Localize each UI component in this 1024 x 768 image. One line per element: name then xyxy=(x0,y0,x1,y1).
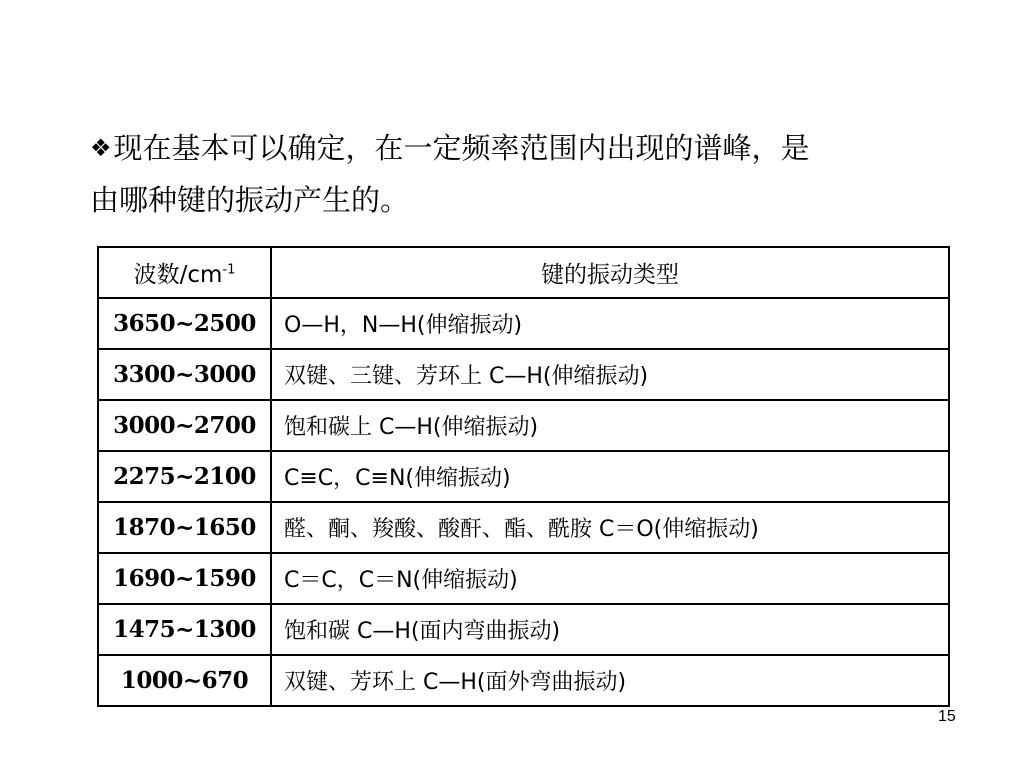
page-number: 15 xyxy=(938,708,956,725)
wavenumber-cell: 1690~1590 xyxy=(98,553,271,604)
table-header-row xyxy=(98,247,949,298)
intro-line-2: 由哪种键的振动产生的。 xyxy=(90,183,410,217)
bond-type-cell: 饱和碳 C—H(面内弯曲振动) xyxy=(271,604,949,655)
wavenumber-cell: 1870~1650 xyxy=(98,502,271,553)
intro-line-1: 现在基本可以确定，在一定频率范围内出现的谱峰，是 xyxy=(113,131,810,165)
table-row xyxy=(98,502,949,553)
header-wavenumber-superscript: -1 xyxy=(222,262,236,278)
bond-type-cell: 双键、芳环上 C—H(面外弯曲振动) xyxy=(271,655,949,706)
wavenumber-cell: 3650~2500 xyxy=(98,298,271,349)
wavenumber-cell: 1000~670 xyxy=(98,655,271,706)
bond-type-cell: 饱和碳上 C—H(伸缩振动) xyxy=(271,400,949,451)
bond-type-cell: 双键、三键、芳环上 C—H(伸缩振动) xyxy=(271,349,949,400)
table-row xyxy=(98,604,949,655)
table-row xyxy=(98,349,949,400)
table-row xyxy=(98,553,949,604)
table-row xyxy=(98,655,949,706)
diamond-bullet-icon: ❖ xyxy=(90,134,112,162)
bond-type-cell: O—H，N—H(伸缩振动) xyxy=(271,298,949,349)
wavenumber-cell: 1475~1300 xyxy=(98,604,271,655)
table-row xyxy=(98,298,949,349)
table-row xyxy=(98,400,949,451)
header-wavenumber: 波数$/cm^{-1}$ xyxy=(98,247,271,298)
intro-text xyxy=(90,122,960,226)
wavenumber-cell: 3000~2700 xyxy=(98,400,271,451)
table-row xyxy=(98,451,949,502)
header-bond-type: 键的振动类型 xyxy=(271,247,949,298)
bond-type-cell: 醛、酮、羧酸、酸酐、酯、酰胺 C＝O(伸缩振动) xyxy=(271,502,949,553)
wavenumber-cell: 3300~3000 xyxy=(98,349,271,400)
wavenumber-cell: 2275~2100 xyxy=(98,451,271,502)
vibration-table xyxy=(97,246,950,707)
bond-type-cell: C＝C，C＝N(伸缩振动) xyxy=(271,553,949,604)
bond-type-cell: C≡C，C≡N(伸缩振动) xyxy=(271,451,949,502)
